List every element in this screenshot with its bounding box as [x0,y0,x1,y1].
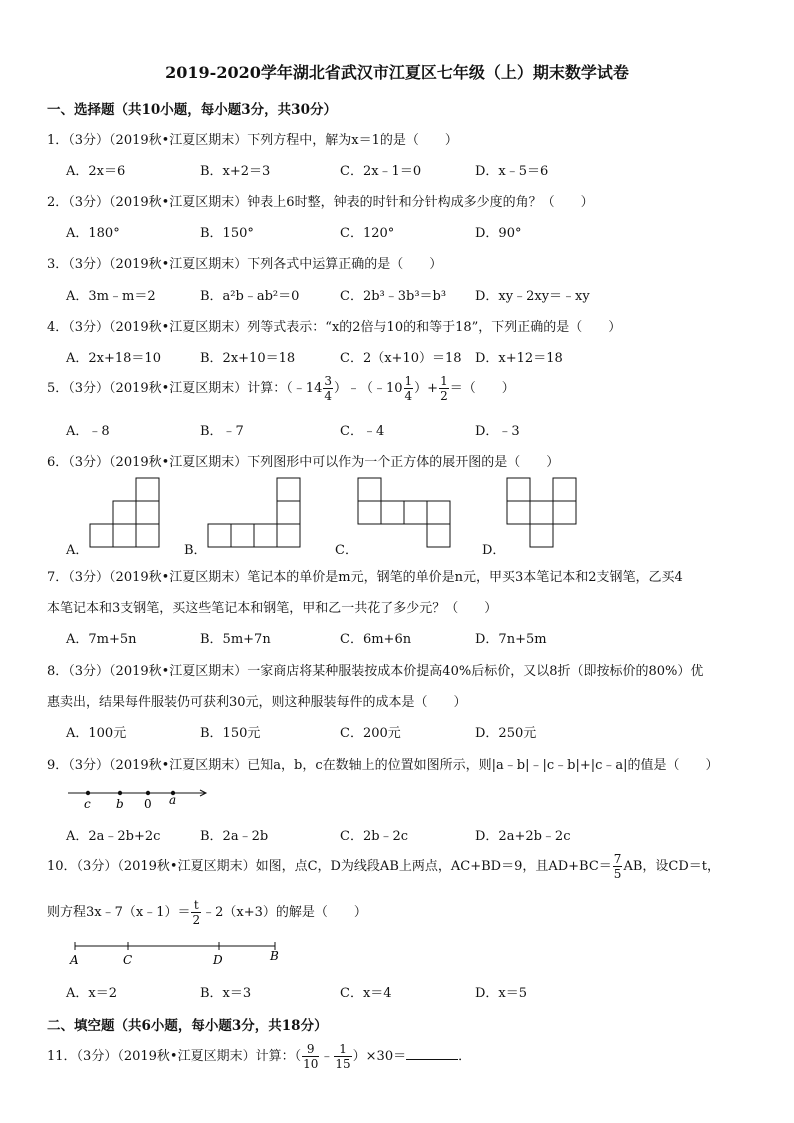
q5-text-c: ）+ [414,381,439,396]
q9-option-c: C．2b﹣2c [340,829,409,844]
q10-text-1b: AB，设CD＝t， [623,859,720,874]
q11-text-a: 11．（3分）（2019秋•江夏区期末）计算：（ [47,1049,302,1064]
point-b [118,791,122,795]
q5-option-b: B．﹣7 [200,424,244,439]
seg-label-d: D [213,953,223,967]
seg-label-c: C [123,953,133,967]
axis-label-a: a [169,793,177,807]
q8-option-c: C．200元 [340,726,401,741]
cube-net-a [90,478,159,547]
question-6-stem: 6．（3分）（2019秋•江夏区期末）下列图形中可以作为一个正方体的展开图的是（ ） [47,455,560,470]
q2-option-d: D．90° [475,226,522,241]
seg-label-a: A [70,953,79,967]
segment-figure [64,938,294,968]
q5-fraction-3: $\frac{1}{2}$ [440,374,448,403]
q3-option-c: C．2b³﹣3b³＝b³ [340,289,447,304]
seg-label-b: B [270,949,279,963]
q5-text-a: 5．（3分）（2019秋•江夏区期末）计算：（﹣14 [47,381,323,396]
axis-label-b: b [116,797,124,811]
q11-end: ． [458,1049,472,1064]
number-line-figure [60,782,220,812]
q4-option-c: C．2（x+10）＝18 [340,351,462,366]
q6-option-a: A． [66,543,89,558]
page-title: 2019-2020学年湖北省武汉市江夏区七年级（上）期末数学试卷 [165,63,629,82]
q5-option-c: C．﹣4 [340,424,385,439]
q3-option-b: B．a²b﹣ab²＝0 [200,289,300,304]
q6-option-d: D． [482,543,506,558]
q6-option-c: C． [335,543,358,558]
question-2-stem: 2．（3分）（2019秋•江夏区期末）钟表上6时整，钟表的时针和分针构成多少度的角？（ ） [47,195,594,210]
cube-net-d [507,478,576,547]
q10-option-c: C．x＝4 [340,986,392,1001]
q5-option-d: D．﹣3 [475,424,520,439]
q5-fraction-1: $\frac{3}{4}$ [324,374,332,403]
q8-option-d: D．250元 [475,726,537,741]
q11-minus: ﹣ [320,1049,334,1064]
q5-text-d: ＝（ ） [449,381,515,396]
axis-label-zero: 0 [144,797,152,811]
question-10-stem-line2 [47,898,367,927]
question-8-stem-line1: 8．（3分）（2019秋•江夏区期末）一家商店将某种服装按成本价提高40%后标价，又以8折（即按标价的80%）优 [47,664,704,679]
q1-option-a: A．2x＝6 [66,164,126,179]
q11-fraction-1-15: $\frac{1}{15}$ [335,1042,351,1071]
q7-option-c: C．6m+6n [340,632,412,647]
q11-fraction-9-10: $\frac{9}{10}$ [303,1042,319,1071]
q10-text-1a: 10．（3分）（2019秋•江夏区期末）如图，点C，D为线段AB上两点，AC+BD＝9，且AD+BC＝ [47,859,612,874]
section-choice-heading: 一、选择题（共10小题，每小题3分，共30分） [47,102,337,118]
q3-option-d: D．xy﹣2xy＝﹣xy [475,289,590,304]
question-7-stem-line1: 7．（3分）（2019秋•江夏区期末）笔记本的单价是m元，钢笔的单价是n元，甲买3本笔记本和2支钢笔，乙买4 [47,570,683,585]
q1-option-d: D．x﹣5＝6 [475,164,549,179]
section-fill-heading: 二、填空题（共6小题，每小题3分，共18分） [47,1018,328,1034]
q7-option-a: A．7m+5n [66,632,137,647]
q4-option-b: B．2x+10＝18 [200,351,296,366]
q10-option-a: A．x＝2 [66,986,117,1001]
q10-text-2b: ﹣2（x+3）的解是（ ） [202,905,367,920]
q7-option-d: D．7n+5m [475,632,547,647]
q6-option-b: B． [184,543,207,558]
q7-option-b: B．5m+7n [200,632,271,647]
q2-option-c: C．120° [340,226,395,241]
q1-option-b: B．x+2＝3 [200,164,271,179]
question-4-stem: 4．（3分）（2019秋•江夏区期末）列等式表示：“x的2倍与10的和等于18”，下列正确的是（ ） [47,320,622,335]
q4-option-d: D．x+12＝18 [475,351,563,366]
q5-fraction-2: $\frac{1}{4}$ [404,374,413,403]
q10-fraction-7-5: $\frac{7}{5}$ [613,852,622,881]
q9-option-b: B．2a﹣2b [200,829,269,844]
question-9-stem: 9．（3分）（2019秋•江夏区期末）已知a，b，c在数轴上的位置如图所示，则|a﹣b|﹣|c﹣b|+|c﹣a|的值是（ ） [47,758,719,773]
q2-option-a: A．180° [66,226,120,241]
q8-option-b: B．150元 [200,726,261,741]
q9-option-a: A．2a﹣2b+2c [66,829,161,844]
q10-option-d: D．x＝5 [475,986,528,1001]
q3-option-a: A．3m﹣m＝2 [66,289,156,304]
q5-option-a: A．﹣8 [66,424,110,439]
question-11-stem [47,1042,471,1071]
q10-fraction-t-2: $\frac{t}{2}$ [192,898,201,927]
q5-text-b: ）﹣（﹣10 [333,381,403,396]
q1-option-c: C．2x﹣1＝0 [340,164,422,179]
question-1-stem: 1．（3分）（2019秋•江夏区期末）下列方程中，解为x＝1的是（ ） [47,133,458,148]
axis-label-c: c [84,797,91,811]
question-10-stem-line1 [47,852,720,881]
question-8-stem-line2: 惠卖出，结果每件服装仍可获利30元，则这种服装每件的成本是（ ） [47,695,467,710]
question-7-stem-line2: 本笔记本和3支钢笔，买这些笔记本和钢笔，甲和乙一共花了多少元？（ ） [47,601,498,616]
q8-option-a: A．100元 [66,726,127,741]
q11-text-b: ）×30＝ [352,1049,407,1064]
q9-option-d: D．2a+2b﹣2c [475,829,571,844]
q4-option-a: A．2x+18＝10 [66,351,161,366]
question-3-stem: 3．（3分）（2019秋•江夏区期末）下列各式中运算正确的是（ ） [47,257,443,272]
point-c [86,791,90,795]
cube-net-figures [0,0,794,560]
cube-net-c [358,478,450,547]
cube-net-b [208,478,300,547]
q10-option-b: B．x＝3 [200,986,252,1001]
point-zero [146,791,150,795]
q10-text-2a: 则方程3x﹣7（x﹣1）＝ [47,905,191,920]
answer-blank[interactable] [406,1047,458,1060]
q2-option-b: B．150° [200,226,254,241]
